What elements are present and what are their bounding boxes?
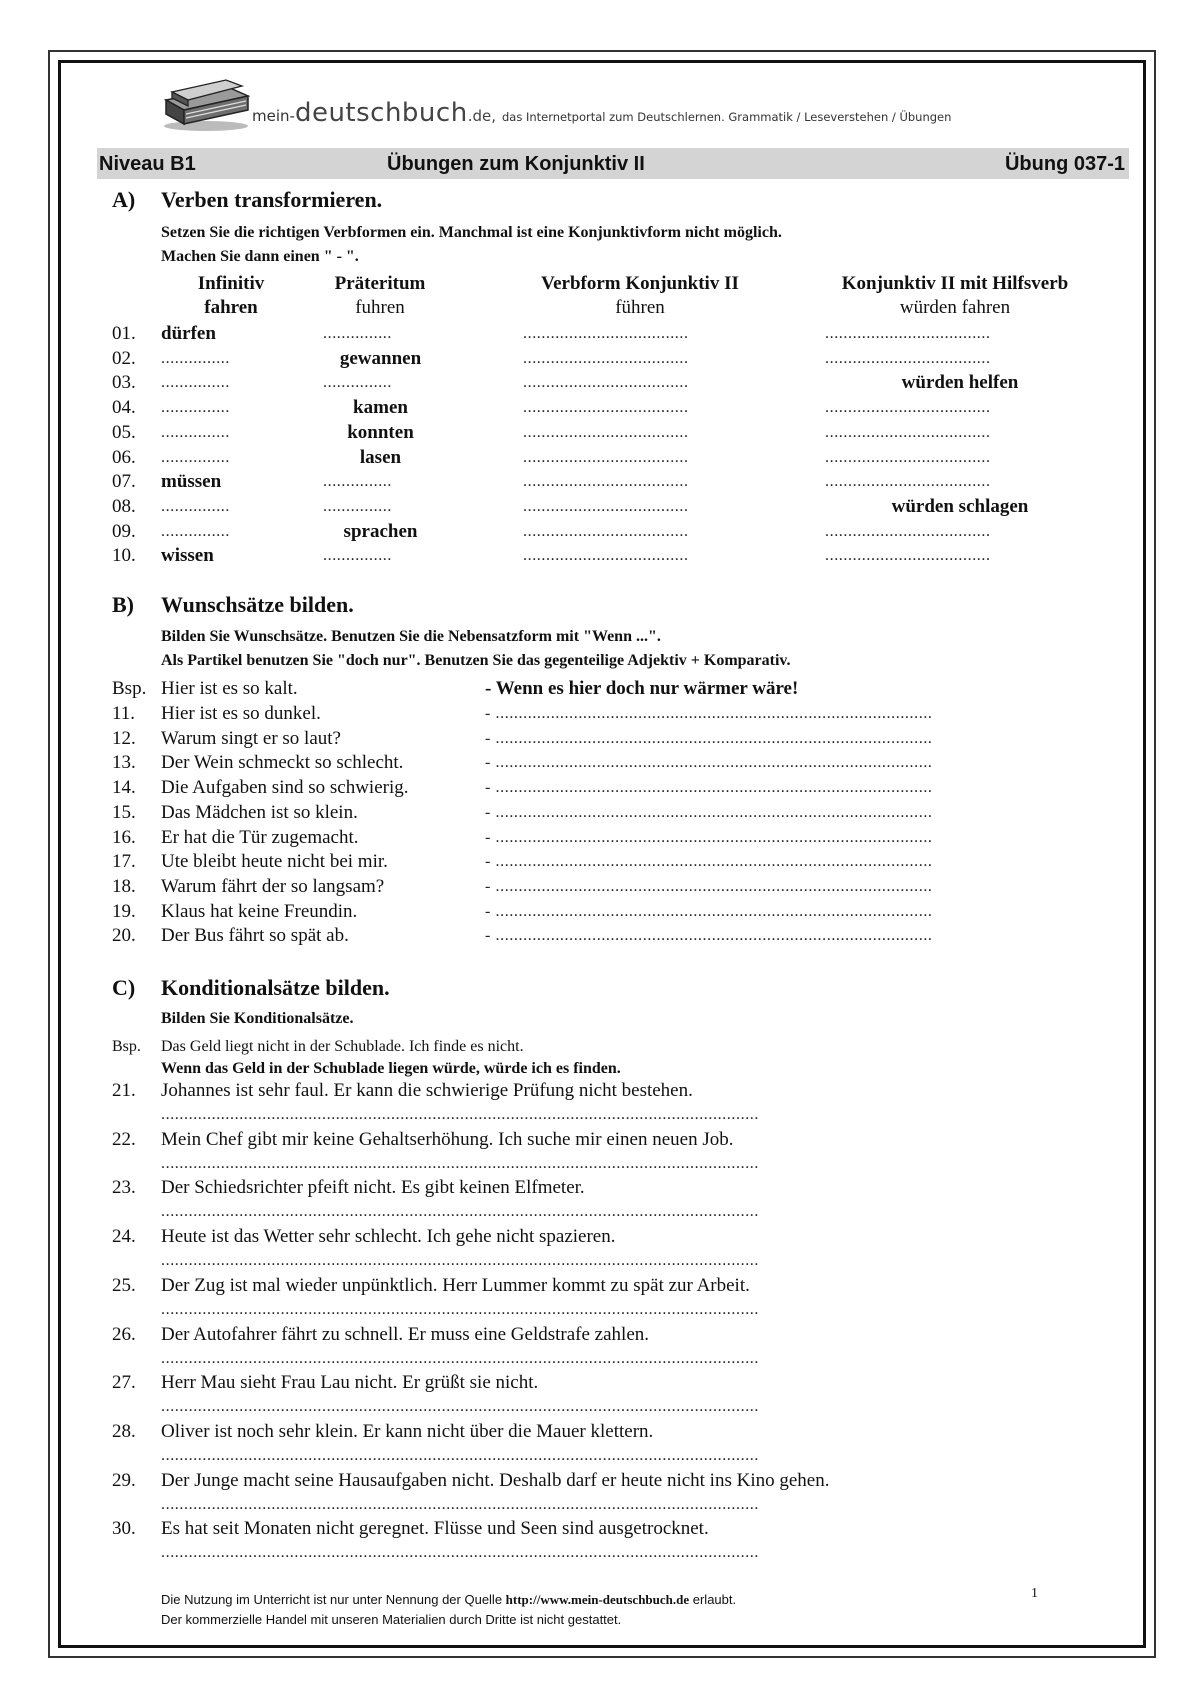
answer-line[interactable]: - ............................................................................................... [485,754,933,772]
section-b-instruction-2: Als Partikel benutzen Sie "doch nur". Benutzen Sie das gegenteilige Adjektiv + Komparativ. [161,652,791,669]
item-sentence: Herr Mau sieht Frau Lau nicht. Er grüßt sie nicht. [161,1372,539,1394]
item-number: 29. [112,1469,136,1491]
given-praeteritum: kamen [353,397,408,419]
item-sentence: Heute ist das Wetter sehr schlecht. Ich gehe nicht spazieren. [161,1226,616,1248]
item-sentence: Der Bus fährt so spät ab. [161,925,349,947]
row-number: 10. [112,545,136,567]
item-number: 20. [112,925,136,947]
col-header-konjunktiv: Verbform Konjunktiv II [541,273,739,294]
answer-blank-infinitiv[interactable]: ............... [161,374,230,392]
section-a-title: Verben transformieren. [161,187,383,212]
section-b-example-label: Bsp. [112,678,147,699]
given-hilfsverb: würden helfen [901,372,1019,394]
site-prefix: mein- [252,107,295,125]
item-sentence: Das Mädchen ist so klein. [161,801,358,823]
answer-blank-praeteritum[interactable]: ............... [323,497,392,515]
example-praeteritum: fuhren [355,297,405,318]
title-bar [97,148,1129,179]
page-number: 1 [1031,1586,1038,1601]
answer-blank-konjunktiv[interactable]: .................................... [523,547,689,565]
answer-line[interactable]: - ............................................................................................... [485,877,933,895]
row-number: 04. [112,397,136,419]
footer-line-1 [161,1592,736,1608]
answer-line[interactable]: - ............................................................................................... [485,803,933,821]
answer-blank-infinitiv[interactable]: ............... [161,349,230,367]
answer-blank-konjunktiv[interactable]: .................................... [523,423,689,441]
section-c-instruction: Bilden Sie Konditionalsätze. [161,1010,354,1027]
section-a-instruction-1: Setzen Sie die richtigen Verbformen ein. Manchmal ist eine Konjunktivform nicht möglich. [161,224,782,241]
section-b-example-text: Hier ist es so kalt. [161,678,298,699]
row-number: 03. [112,372,136,394]
item-number: 24. [112,1226,136,1248]
answer-blank-infinitiv[interactable]: ............... [161,497,230,515]
item-number: 13. [112,752,136,774]
answer-blank-hilfsverb[interactable]: .................................... [825,522,991,540]
level-label: Niveau B1 [99,153,196,175]
worksheet-title: Übungen zum Konjunktiv II [387,153,645,175]
item-sentence: Johannes ist sehr faul. Er kann die schwierige Prüfung nicht bestehen. [161,1080,693,1101]
answer-blank-konjunktiv[interactable]: .................................... [523,399,689,417]
answer-line[interactable]: .................................................................................................................................. [161,1349,759,1367]
row-number: 02. [112,347,136,369]
answer-blank-konjunktiv[interactable]: .................................... [523,325,689,342]
answer-blank-hilfsverb[interactable]: .................................... [825,448,991,466]
answer-blank-konjunktiv[interactable]: .................................... [523,497,689,515]
example-konjunktiv: führen [615,297,665,318]
item-sentence: Hier ist es so dunkel. [161,703,321,724]
item-sentence: Oliver ist noch sehr klein. Er kann nicht über die Mauer klettern. [161,1420,654,1442]
site-tagline: das Internetportal zum Deutschlernen. Grammatik / Leseverstehen / Übungen [501,110,952,124]
given-infinitiv: dürfen [161,323,216,344]
site-tld: .de, [467,107,496,125]
item-sentence: Er hat die Tür zugemacht. [161,826,359,848]
item-number: 15. [112,801,136,823]
answer-line[interactable]: .................................................................................................................................. [161,1446,759,1464]
row-number: 08. [112,495,136,517]
row-number: 09. [112,520,136,542]
answer-line[interactable]: - ............................................................................................... [485,729,933,747]
given-infinitiv: müssen [161,471,222,493]
answer-blank-hilfsverb[interactable]: .................................... [825,473,991,491]
section-a-instruction-2: Machen Sie dann einen " - ". [161,248,359,265]
answer-blank-hilfsverb[interactable]: .................................... [825,349,991,367]
row-number: 06. [112,446,136,468]
answer-line[interactable]: .................................................................................................................................. [161,1495,759,1513]
item-sentence: Der Autofahrer fährt zu schnell. Er muss eine Geldstrafe zahlen. [161,1323,649,1345]
books-stack-icon [160,74,252,132]
answer-blank-konjunktiv[interactable]: .................................... [523,522,689,540]
item-number: 28. [112,1420,136,1442]
answer-line[interactable]: - ............................................................................................... [485,853,933,871]
example-hilfsverb: würden fahren [899,297,1011,318]
given-praeteritum: konnten [347,421,414,443]
site-name: deutschbuch [294,98,468,128]
answer-line[interactable]: .................................................................................................................................. [161,1154,759,1172]
item-number: 22. [112,1128,136,1150]
item-sentence: Ute bleibt heute nicht bei mir. [161,851,388,873]
answer-line[interactable]: - ............................................................................................... [485,927,933,945]
section-c-example-text: Das Geld liegt nicht in der Schublade. Ich finde es nicht. [161,1038,524,1055]
answer-blank-infinitiv[interactable]: ............... [161,448,230,466]
section-a-letter: A) [112,187,136,212]
row-number: 07. [112,471,136,493]
footer-usage-text: Die Nutzung im Unterricht ist nur unter Nennung der Quelle [161,1592,506,1607]
answer-blank-hilfsverb[interactable]: .................................... [825,547,991,565]
answer-blank-infinitiv[interactable]: ............... [161,423,230,441]
item-number: 12. [112,727,136,749]
answer-blank-konjunktiv[interactable]: .................................... [523,349,689,367]
item-number: 14. [112,777,136,799]
given-praeteritum: gewannen [339,347,422,369]
item-number: 19. [112,900,136,922]
answer-blank-infinitiv[interactable]: ............... [161,522,230,540]
answer-blank-infinitiv[interactable]: ............... [161,399,230,417]
answer-blank-konjunktiv[interactable]: .................................... [523,473,689,491]
section-b-instruction-1: Bilden Sie Wunschsätze. Benutzen Sie die Nebensatzform mit "Wenn ...". [161,628,661,645]
item-sentence: Mein Chef gibt mir keine Gehaltserhöhung. Ich suche mir einen neuen Job. [161,1128,734,1150]
item-number: 25. [112,1274,136,1296]
item-number: 16. [112,826,136,848]
given-praeteritum: lasen [359,446,402,468]
answer-line[interactable]: .................................................................................................................................. [161,1252,759,1270]
answer-line[interactable]: .................................................................................................................................. [161,1203,759,1221]
section-c-letter: C) [112,975,136,1000]
footer-source-link[interactable]: http://www.mein-deutschbuch.de [505,1592,690,1607]
answer-line[interactable]: - ............................................................................................... [485,705,933,722]
answer-line[interactable]: - ............................................................................................... [485,902,933,920]
item-number: 23. [112,1177,136,1199]
answer-blank-konjunktiv[interactable]: .................................... [523,448,689,466]
answer-blank-hilfsverb[interactable]: .................................... [825,423,991,441]
item-sentence: Warum singt er so laut? [161,727,341,749]
answer-line[interactable]: .................................................................................................................................. [161,1544,759,1562]
given-hilfsverb: würden schlagen [891,495,1029,517]
item-sentence: Der Schiedsrichter pfeift nicht. Es gibt keinen Elfmeter. [161,1177,585,1199]
answer-blank-praeteritum[interactable]: ............... [323,325,392,342]
section-b-title: Wunschsätze bilden. [161,592,354,617]
answer-blank-hilfsverb[interactable]: .................................... [825,399,991,417]
answer-blank-praeteritum[interactable]: ............... [323,547,392,565]
item-sentence: Der Wein schmeckt so schlecht. [161,752,404,774]
row-number: 05. [112,421,136,443]
site-branding [252,98,951,128]
answer-blank-hilfsverb[interactable]: .................................... [825,325,991,342]
item-number: 11. [112,703,136,724]
section-b-letter: B) [112,592,134,617]
row-number: 01. [112,323,136,344]
item-sentence: Die Aufgaben sind so schwierig. [161,777,409,799]
item-number: 26. [112,1323,136,1345]
col-header-hilfsverb: Konjunktiv II mit Hilfsverb [841,273,1069,294]
item-sentence: Der Junge macht seine Hausaufgaben nicht. Deshalb darf er heute nicht ins Kino gehen. [161,1469,830,1491]
item-sentence: Es hat seit Monaten nicht geregnet. Flüsse und Seen sind ausgetrocknet. [161,1518,709,1540]
section-c-example-answer: Wenn das Geld in der Schublade liegen würde, würde ich es finden. [161,1060,621,1077]
item-number: 30. [112,1518,136,1540]
item-sentence: Warum fährt der so langsam? [161,875,385,897]
section-b-example-answer: - Wenn es hier doch nur wärmer wäre! [485,678,799,699]
item-sentence: Der Zug ist mal wieder unpünktlich. Herr Lummer kommt zu spät zur Arbeit. [161,1274,750,1296]
answer-line[interactable]: .................................................................................................................................. [161,1300,759,1318]
answer-line[interactable]: .................................................................................................................................. [161,1398,759,1416]
section-c-example-label: Bsp. [112,1038,141,1055]
answer-line[interactable]: .................................................................................................................................. [161,1106,759,1123]
item-number: 18. [112,875,136,897]
answer-blank-praeteritum[interactable]: ............... [323,374,392,392]
section-c-title: Konditionalsätze bilden. [161,975,390,1000]
answer-line[interactable]: - ............................................................................................... [485,779,933,797]
item-number: 17. [112,851,136,873]
item-sentence: Klaus hat keine Freundin. [161,900,358,922]
item-number: 21. [112,1080,136,1101]
footer-line-2: Der kommerzielle Handel mit unseren Materialien durch Dritte ist nicht gestattet. [161,1612,622,1627]
col-header-praeteritum: Präteritum [334,273,426,294]
answer-blank-praeteritum[interactable]: ............... [323,473,392,491]
example-infinitiv: fahren [204,297,258,318]
answer-blank-konjunktiv[interactable]: .................................... [523,374,689,392]
col-header-infinitiv: Infinitiv [197,273,265,294]
given-praeteritum: sprachen [343,520,418,542]
given-infinitiv: wissen [161,545,214,567]
footer-usage-suffix: erlaubt. [689,1592,737,1607]
exercise-number: Übung 037-1 [1004,153,1125,175]
item-number: 27. [112,1372,136,1394]
answer-line[interactable]: - ............................................................................................... [485,828,933,846]
